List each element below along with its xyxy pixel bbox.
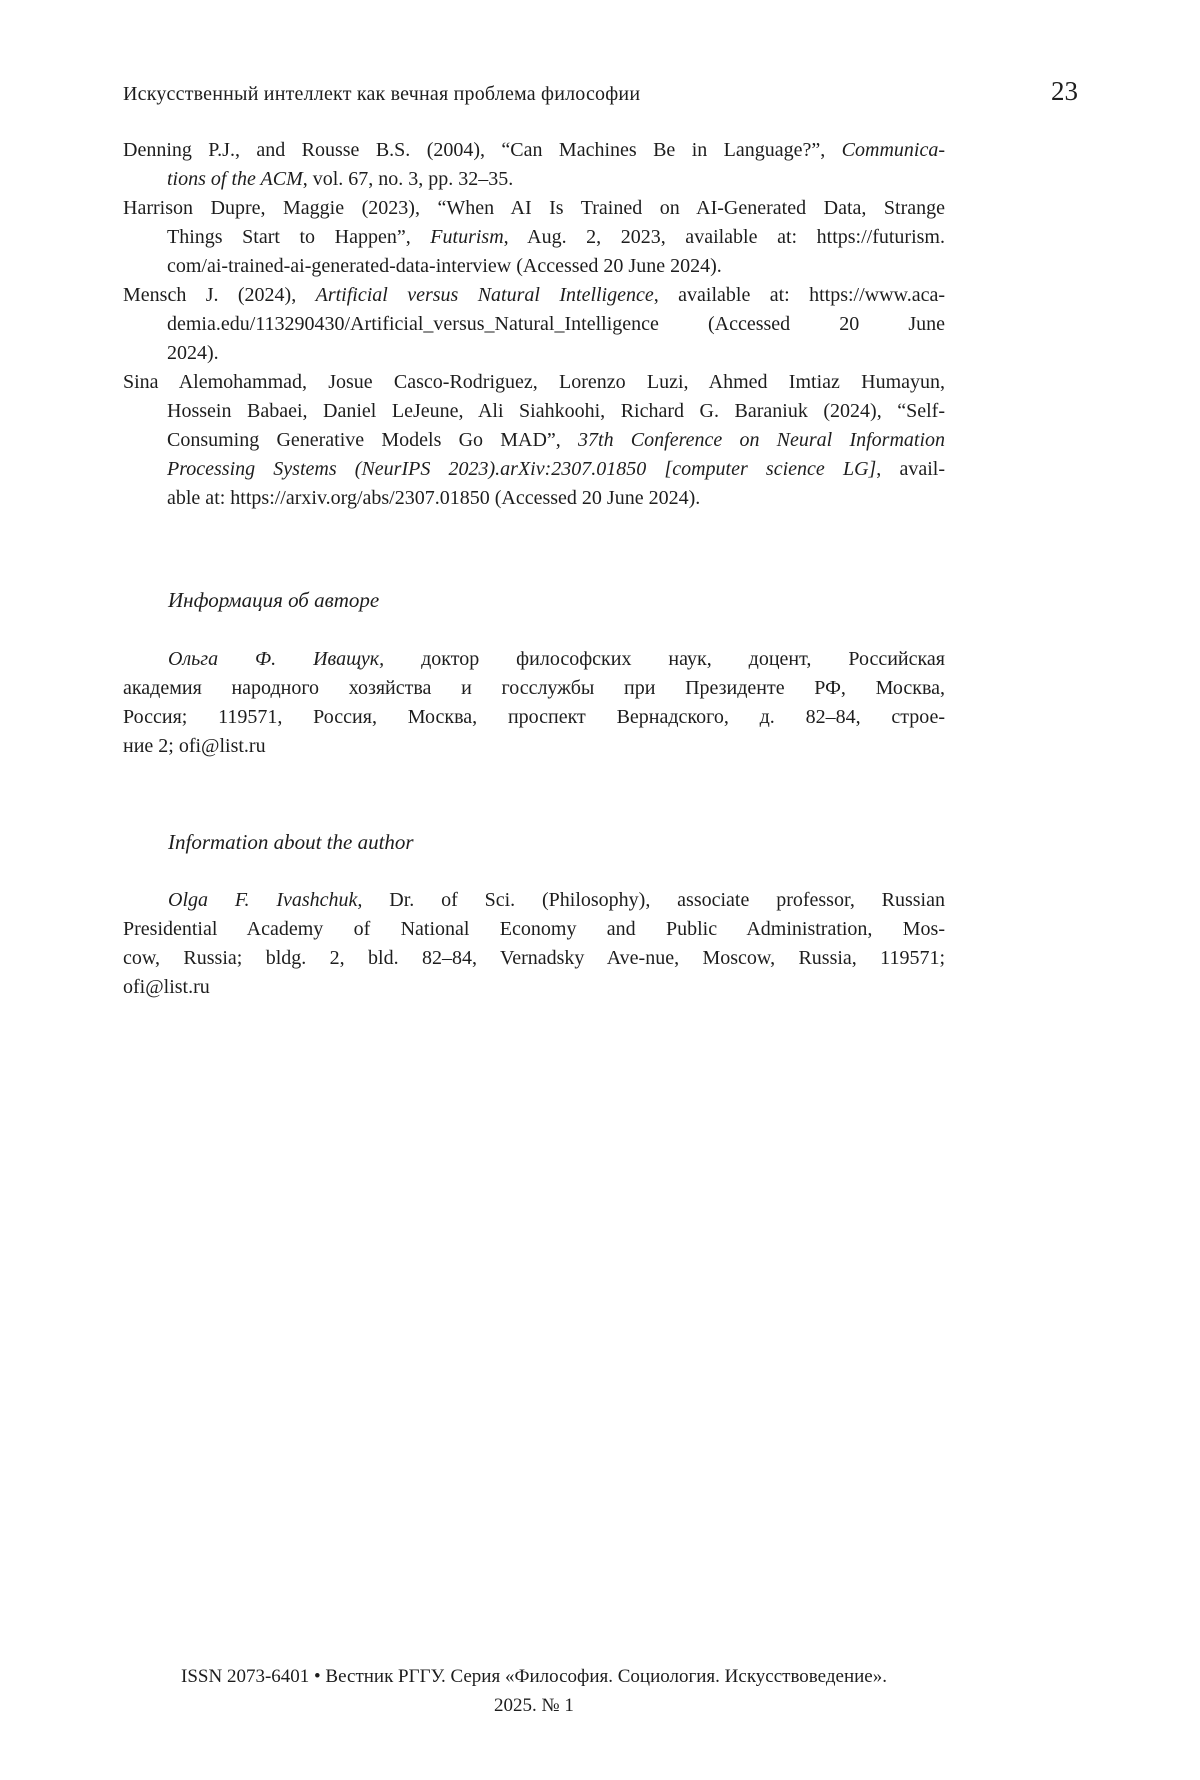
text-run: доктор философских наук, доцент, Российская (384, 648, 945, 670)
reference-entry (123, 281, 945, 368)
text-line (123, 915, 945, 944)
text-line (123, 310, 945, 339)
text-line (123, 252, 945, 281)
references-list (123, 136, 945, 513)
text-run: able at: https://arxiv.org/abs/2307.01850 (Accessed 20 June 2024). (167, 487, 701, 509)
text-line (123, 973, 945, 1002)
text-run: Dr. of Sci. (Philosophy), associate professor, Russian (362, 889, 945, 911)
text-line (123, 223, 945, 252)
text-run: 2024). (167, 342, 219, 364)
italic-text-run: 37th Conference on Neural Information (578, 429, 946, 451)
text-run: , available at: https://www.aca- (653, 284, 945, 306)
page-footer (123, 1662, 945, 1720)
journal-issn-line: ISSN 2073-6401 • Вестник РГГУ. Серия «Философия. Социология. Искусствоведение». (181, 1666, 887, 1687)
text-run: ofi@list.ru (123, 976, 210, 998)
text-line (123, 368, 945, 397)
text-run: , avail- (876, 458, 945, 480)
reference-entry (123, 136, 945, 194)
text-run: Consuming Generative Models Go MAD”, (167, 429, 579, 451)
text-run: cow, Russia; bldg. 2, bld. 82–84, Vernadsky Ave-nue, Moscow, Russia, 119571; (123, 947, 945, 969)
text-line (123, 194, 945, 223)
text-run: академия народного хозяйства и госслужбы при Президенте РФ, Москва, (123, 677, 945, 699)
text-line (123, 136, 945, 165)
text-run: Hossein Babaei, Daniel LeJeune, Ali Siahkoohi, Richard G. Baraniuk (2024), “Self- (167, 400, 945, 422)
italic-text-run: Olga F. Ivashchuk, (168, 889, 363, 911)
text-run: Россия; 119571, Россия, Москва, проспект Вернадского, д. 82–84, строе- (123, 706, 945, 728)
text-line (123, 455, 945, 484)
text-line (123, 281, 945, 310)
text-line (123, 484, 945, 513)
text-run: demia.edu/113290430/Artificial_versus_Natural_Intelligence (Accessed 20 June (167, 313, 945, 335)
text-line (123, 703, 945, 732)
italic-text-run: tions of the ACM (167, 168, 303, 190)
text-line (123, 339, 945, 368)
italic-text-run: Artificial versus Natural Intelligence (315, 284, 654, 306)
text-line (123, 426, 945, 455)
section-heading-author-info-en: Information about the author (168, 830, 414, 854)
reference-entry (123, 368, 945, 513)
text-run: com/ai-trained-ai-generated-data-interview (Accessed 20 June 2024). (167, 255, 722, 277)
italic-text-run: Futurism (430, 226, 504, 248)
journal-issue-line: 2025. № 1 (494, 1695, 574, 1716)
text-run: Presidential Academy of National Economy and Public Administration, Mos- (123, 918, 945, 940)
text-line (123, 397, 945, 426)
text-run: Mensch J. (2024), (123, 284, 316, 306)
running-head (123, 76, 1078, 107)
text-line (123, 886, 945, 915)
running-title: Искусственный интеллект как вечная проблема философии (123, 83, 641, 105)
italic-text-run: Communica- (841, 139, 945, 161)
section-heading-author-info-ru: Информация об авторе (168, 588, 380, 612)
text-run: , Aug. 2, 2023, available at: https://futurism. (503, 226, 945, 248)
text-line (123, 165, 945, 194)
text-line (123, 732, 945, 761)
italic-text-run: Processing Systems (NeurIPS 2023).arXiv:2307.01850 [computer science LG] (167, 458, 877, 480)
page-number: 23 (1051, 76, 1078, 106)
text-line (123, 674, 945, 703)
italic-text-run: Ольга Ф. Иващук, (168, 648, 385, 670)
text-run: Things Start to Happen”, (167, 226, 431, 248)
text-line (123, 645, 945, 674)
author-info-paragraph-ru (123, 645, 945, 761)
text-run: Denning P.J., and Rousse B.S. (2004), “Can Machines Be in Language?”, (123, 139, 842, 161)
text-run: ние 2; ofi@list.ru (123, 735, 266, 757)
text-run: Harrison Dupre, Maggie (2023), “When AI Is Trained on AI-Generated Data, Strange (123, 197, 945, 219)
reference-entry (123, 194, 945, 281)
text-run: Sina Alemohammad, Josue Casco-Rodriguez, Lorenzo Luzi, Ahmed Imtiaz Humayun, (123, 371, 945, 393)
text-line (123, 944, 945, 973)
author-info-paragraph-en (123, 886, 945, 1002)
text-run: , vol. 67, no. 3, pp. 32–35. (302, 168, 514, 190)
